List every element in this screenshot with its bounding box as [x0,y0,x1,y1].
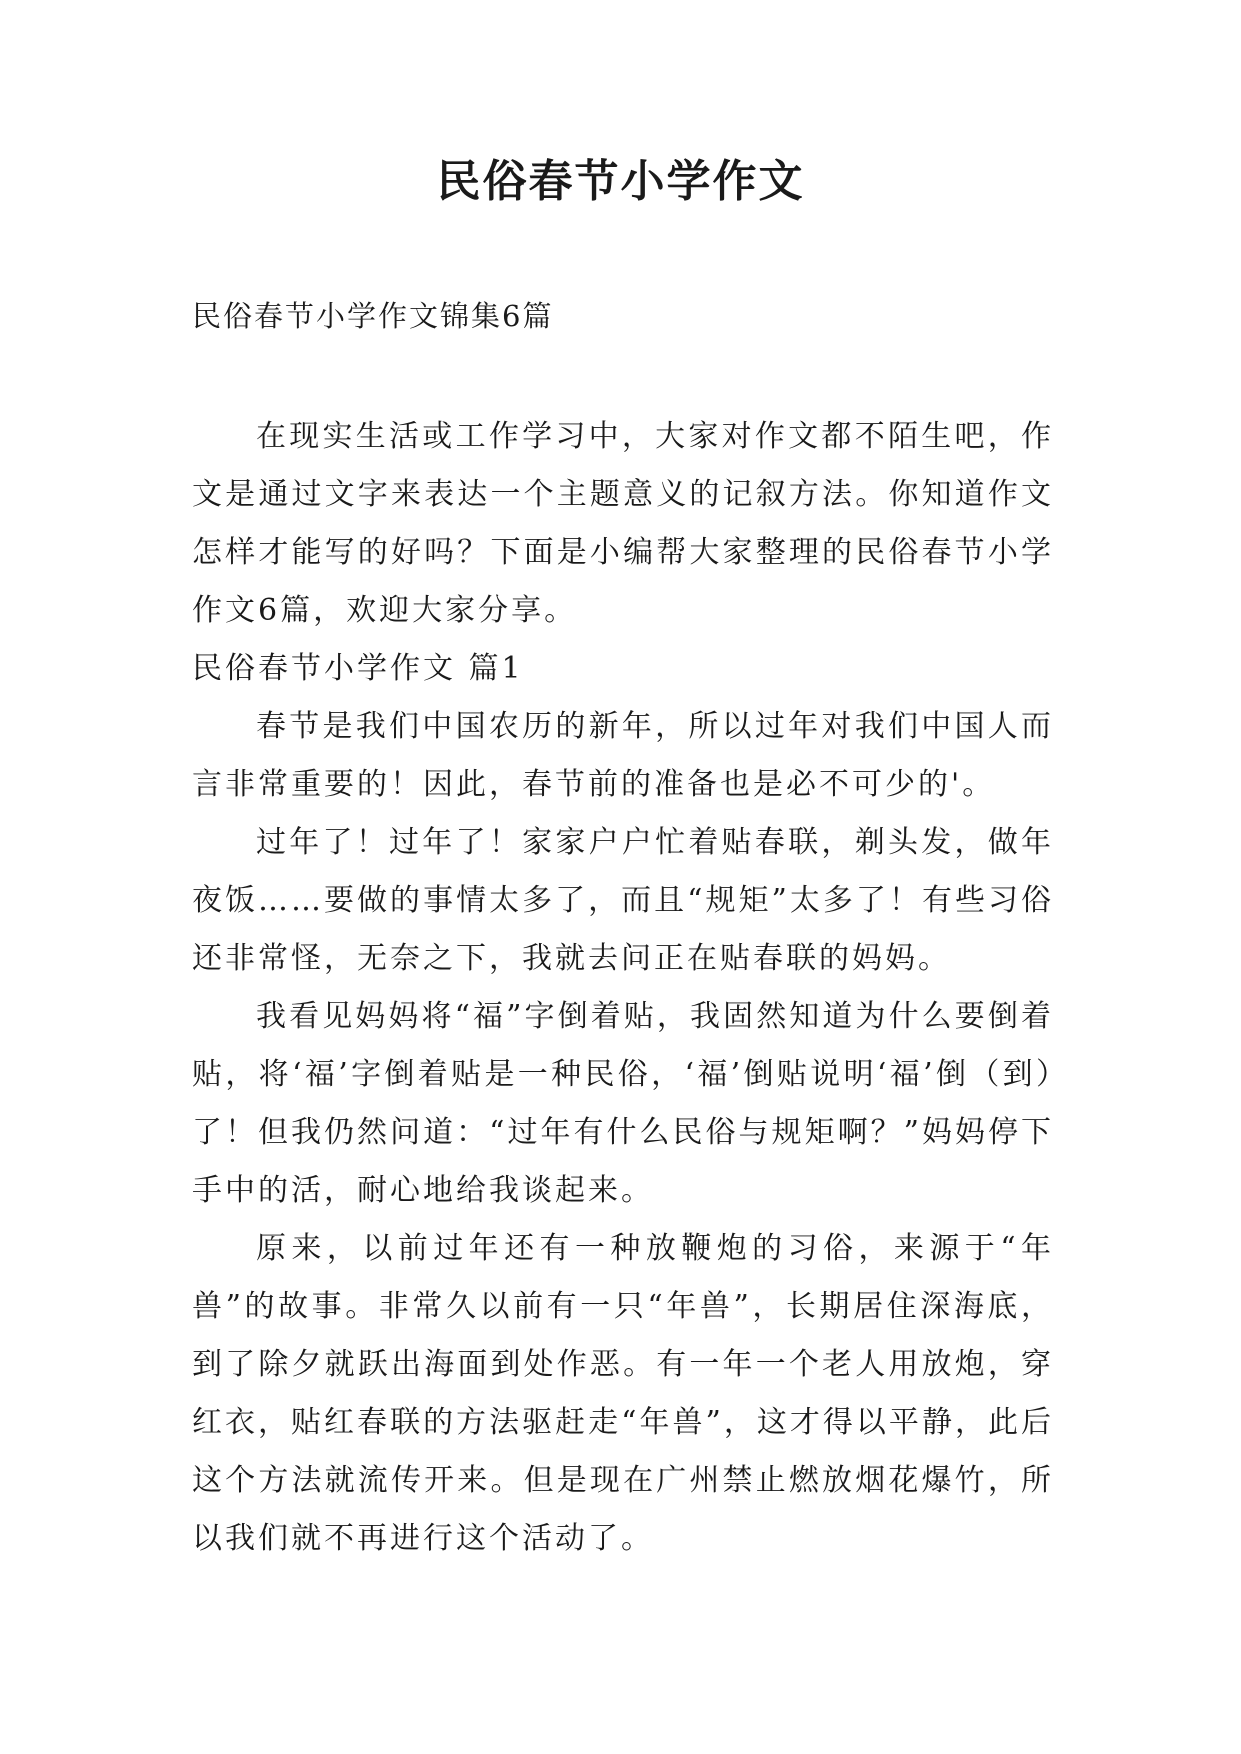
intro-paragraph: 在现实生活或工作学习中，大家对作文都不陌生吧，作文是通过文字来表达一个主题意义的记叙方法。你知道作文怎样才能写的好吗？下面是小编帮大家整理的民俗春节小学作文6篇，欢迎大家分享。 [192,419,1054,628]
body-paragraph: 过年了！过年了！家家户户忙着贴春联，剃头发，做年夜饭……要做的事情太多了，而且“规矩”太多了！有些习俗还非常怪，无奈之下，我就去问正在贴春联的妈妈。 [192,825,1054,976]
body-paragraph: 原来，以前过年还有一种放鞭炮的习俗，来源于“年兽”的故事。非常久以前有一只“年兽”，长期居住深海底，到了除夕就跃出海面到处作恶。有一年一个老人用放炮，穿红衣，贴红春联的方法驱赶走“年兽”，这才得以平静，此后这个方法就流传开来。但是现在广州禁止燃放烟花爆竹，所以我们就不再进行这个活动了。 [192,1231,1054,1556]
section-heading: 民俗春节小学作文 篇1 [192,651,524,686]
document-body [192,408,1054,1568]
document-subtitle: 民俗春节小学作文锦集6篇 [192,299,554,333]
document-title: 民俗春节小学作文 [436,156,805,207]
body-paragraph: 春节是我们中国农历的新年，所以过年对我们中国人而言非常重要的！因此，春节前的准备也是必不可少的'。 [192,709,1054,802]
body-paragraph: 我看见妈妈将“福”字倒着贴，我固然知道为什么要倒着贴，将‘福’字倒着贴是一种民俗，‘福’倒贴说明‘福’倒（到）了！但我仍然问道：“过年有什么民俗与规矩啊？”妈妈停下手中的活，耐心地给我谈起来。 [192,999,1054,1208]
